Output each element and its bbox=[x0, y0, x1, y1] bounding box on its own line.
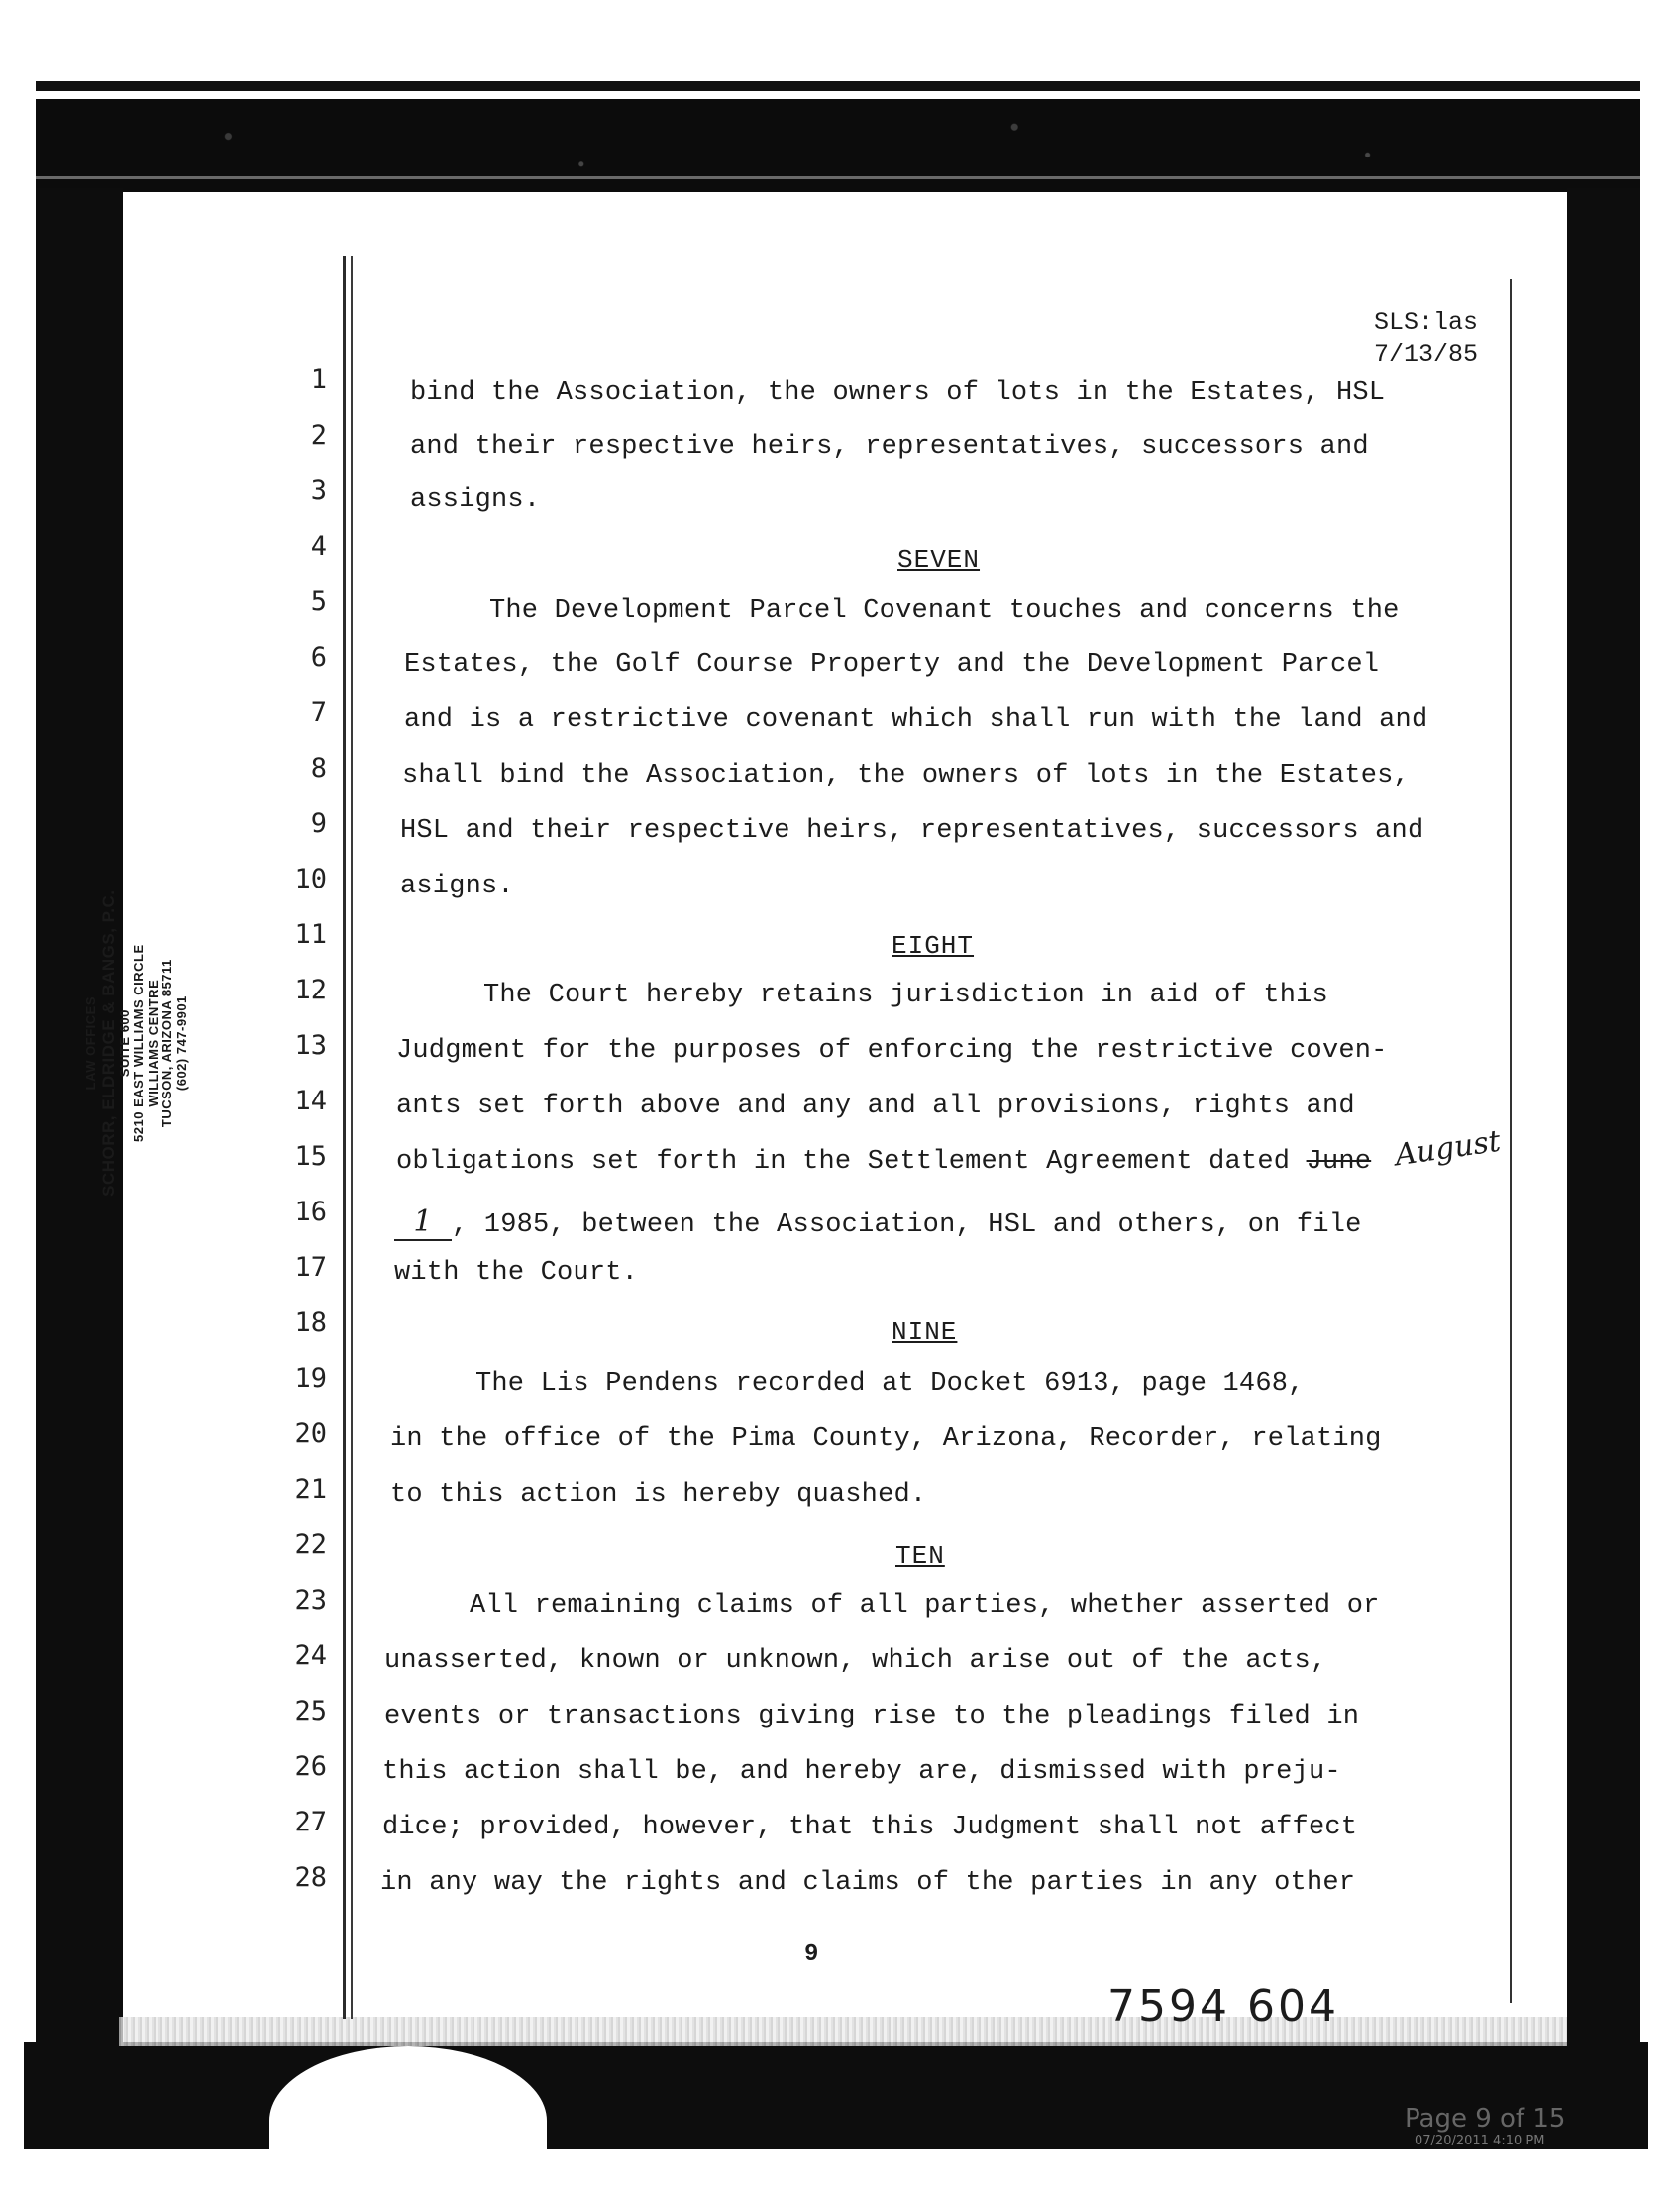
text-line: Judgment for the purposes of enforcing the restrictive coven- bbox=[396, 1036, 1388, 1066]
text-line bbox=[394, 1204, 1362, 1241]
firm-street: 5210 EAST WILLIAMS CIRCLE bbox=[130, 944, 146, 1142]
print-timestamp: 07/20/2011 4:10 PM bbox=[1415, 2134, 1545, 2148]
line-number: 6 bbox=[310, 642, 327, 673]
text-line: Estates, the Golf Course Property and the Development Parcel bbox=[404, 650, 1380, 679]
line-number: 24 bbox=[294, 1640, 327, 1671]
line-number: 5 bbox=[310, 586, 327, 617]
text-line: All remaining claims of all parties, whether asserted or bbox=[470, 1591, 1380, 1620]
text-segment: , 1985, between the Association, HSL and others, on file bbox=[452, 1210, 1362, 1240]
line-number: 1 bbox=[310, 365, 327, 395]
page-of-indicator: Page 9 of 15 bbox=[1405, 2104, 1566, 2134]
text-line: HSL and their respective heirs, representatives, successors and bbox=[400, 816, 1424, 846]
text-line: and is a restrictive covenant which shall run with the land and bbox=[404, 705, 1428, 735]
scan-band-rule bbox=[36, 176, 1640, 179]
firm-city: TUCSON, ARIZONA 85711 bbox=[159, 959, 175, 1128]
struck-word: June bbox=[1306, 1147, 1372, 1177]
line-number: 21 bbox=[294, 1474, 327, 1505]
text-line: asigns. bbox=[400, 872, 514, 901]
text-line: shall bind the Association, the owners of lots in the Estates, bbox=[402, 761, 1410, 790]
line-number: 15 bbox=[294, 1141, 327, 1172]
author-initials: SLS:las bbox=[1373, 308, 1478, 337]
line-number: 7 bbox=[310, 697, 327, 728]
scan-right-band bbox=[1567, 188, 1640, 2070]
scan-blob bbox=[269, 2046, 547, 2195]
line-number: 3 bbox=[310, 475, 327, 506]
line-number: 28 bbox=[294, 1862, 327, 1893]
line-number: 8 bbox=[310, 753, 327, 784]
text-line: with the Court. bbox=[394, 1258, 639, 1288]
firm-phone: (602) 747-9901 bbox=[173, 995, 189, 1092]
section-heading-nine: NINE bbox=[892, 1317, 958, 1347]
text-line: in any way the rights and claims of the parties in any other bbox=[380, 1868, 1356, 1898]
line-number: 12 bbox=[294, 975, 327, 1005]
line-number: 26 bbox=[294, 1751, 327, 1782]
text-line: dice; provided, however, that this Judgment shall not affect bbox=[382, 1813, 1358, 1842]
text-line: to this action is hereby quashed. bbox=[390, 1480, 927, 1510]
line-number: 4 bbox=[310, 531, 327, 562]
line-number: 13 bbox=[294, 1030, 327, 1061]
text-line: bind the Association, the owners of lots in the Estates, HSL bbox=[410, 378, 1386, 408]
text-line: The Lis Pendens recorded at Docket 6913, page 1468, bbox=[475, 1369, 1305, 1399]
line-number: 27 bbox=[294, 1807, 327, 1837]
text-line bbox=[396, 1147, 1371, 1177]
text-line: and their respective heirs, representatives, successors and bbox=[410, 432, 1369, 462]
firm-centre: WILLIAMS CENTRE bbox=[145, 979, 160, 1107]
line-number: 22 bbox=[294, 1529, 327, 1560]
line-number: 19 bbox=[294, 1363, 327, 1394]
text-line: events or transactions giving rise to the pleadings filed in bbox=[384, 1702, 1360, 1731]
text-line: in the office of the Pima County, Arizona, Recorder, relating bbox=[390, 1424, 1382, 1454]
firm-suite: SUITE 600 bbox=[116, 1009, 132, 1078]
line-number: 17 bbox=[294, 1252, 327, 1283]
text-line: The Court hereby retains jurisdiction in aid of this bbox=[483, 981, 1328, 1010]
recording-number-stamp: 7594 604 bbox=[1107, 1981, 1339, 2032]
handwritten-correction: August bbox=[1393, 1123, 1503, 1174]
page-number: 9 bbox=[804, 1941, 819, 1968]
line-number: 18 bbox=[294, 1307, 327, 1338]
line-number: 25 bbox=[294, 1696, 327, 1726]
scan-top-strip bbox=[36, 81, 1640, 91]
line-number: 14 bbox=[294, 1086, 327, 1116]
law-firm-block bbox=[84, 805, 189, 1281]
line-number: 9 bbox=[310, 808, 327, 839]
line-number: 10 bbox=[294, 864, 327, 894]
margin-rule-right bbox=[1510, 279, 1512, 2003]
firm-office-label: LAW OFFICES bbox=[82, 995, 98, 1091]
document-header bbox=[1374, 307, 1478, 370]
scan-grain bbox=[119, 2017, 1567, 2046]
line-number: 16 bbox=[294, 1197, 327, 1227]
line-number: 23 bbox=[294, 1585, 327, 1616]
margin-rule-left bbox=[343, 256, 346, 2019]
line-number: 20 bbox=[294, 1418, 327, 1449]
header-date: 7/13/85 bbox=[1373, 340, 1478, 368]
line-number: 2 bbox=[310, 420, 327, 451]
firm-name: SCHORR, ELDRIDGE & BANGS, P.C. bbox=[98, 889, 118, 1197]
text-segment: obligations set forth in the Settlement Agreement dated bbox=[396, 1147, 1291, 1177]
text-line: unasserted, known or unknown, which arise out of the acts, bbox=[384, 1646, 1327, 1676]
section-heading-eight: EIGHT bbox=[892, 931, 975, 961]
text-line: assigns. bbox=[410, 485, 541, 515]
handwritten-date-fill: 1 bbox=[394, 1204, 452, 1241]
line-number: 11 bbox=[294, 919, 327, 950]
section-heading-seven: SEVEN bbox=[897, 545, 981, 575]
margin-rule-left-inner bbox=[351, 256, 353, 2019]
text-line: this action shall be, and hereby are, dismissed with preju- bbox=[382, 1757, 1341, 1787]
text-line: ants set forth above and any and all provisions, rights and bbox=[396, 1092, 1355, 1121]
section-heading-ten: TEN bbox=[895, 1541, 945, 1571]
text-line: The Development Parcel Covenant touches and concerns the bbox=[489, 596, 1400, 626]
document-page bbox=[123, 238, 1567, 2021]
